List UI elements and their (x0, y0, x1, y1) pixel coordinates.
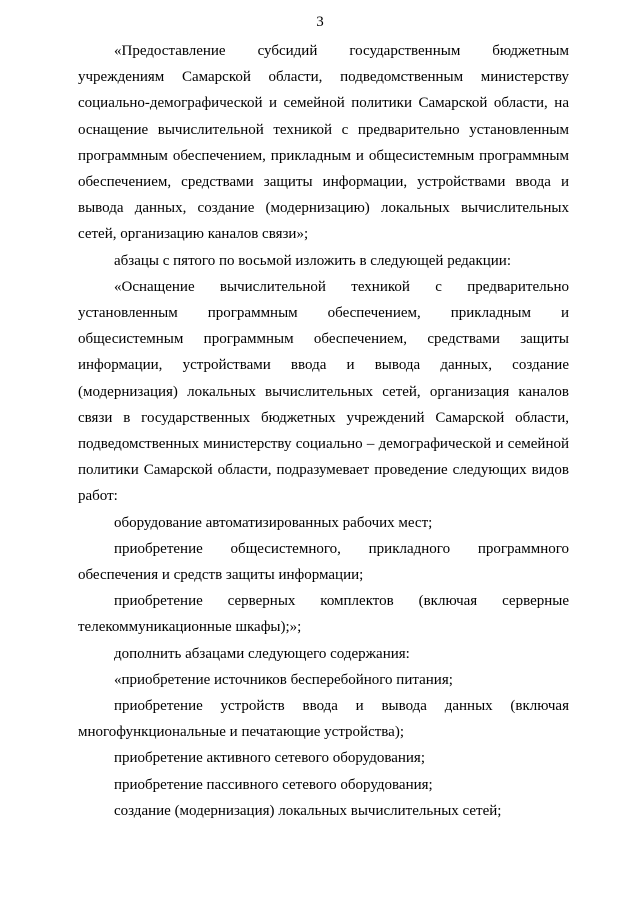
paragraph: «приобретение источников бесперебойного питания; (114, 671, 453, 688)
paragraph: «Предоставление субсидий государственным бюджетным учреждениям Самарской области, подведомственным министерству социально-демографической и семейной политики Самарской области, на оснащение вычислительной техникой с предварительно установленным программным обеспечением, прикладным и общесистемным программным обеспечением, средствами защиты информации, устройствами ввода и вывода данных, создание (модернизацию) локальных вычислительных сетей, организацию каналов связи»; (78, 43, 569, 243)
page-number: 3 (316, 14, 324, 30)
paragraph: приобретение устройств ввода и вывода данных (включая многофункциональные и печатающие устройства); (78, 698, 569, 741)
paragraph: абзацы с пятого по восьмой изложить в следующей редакции: (114, 252, 511, 269)
paragraph: оборудование автоматизированных рабочих мест; (114, 514, 433, 531)
document-body (78, 38, 569, 824)
paragraph: приобретение общесистемного, прикладного программного обеспечения и средств защиты информации; (78, 540, 569, 584)
paragraph: дополнить абзацами следующего содержания: (114, 645, 410, 662)
paragraph: приобретение серверных комплектов (включая серверные телекоммуникационные шкафы);»; (78, 593, 569, 636)
paragraph: приобретение пассивного сетевого оборудования; (114, 776, 433, 793)
paragraph: создание (модернизация) локальных вычислительных сетей; (114, 802, 502, 819)
paragraph: приобретение активного сетевого оборудования; (114, 750, 425, 767)
paragraph: «Оснащение вычислительной техникой с предварительно установленным программным обеспечением, прикладным и общесистемным программным обеспечением, средствами защиты информации, устройствами ввода и вывода данных, создание (модернизация) локальных вычислительных сетей, организация каналов связи в государственных бюджетных учреждений Самарской области, подведомственных министерству социально – демографической и семейной политики Самарской области, подразумевает проведение следующих видов работ: (78, 278, 569, 505)
